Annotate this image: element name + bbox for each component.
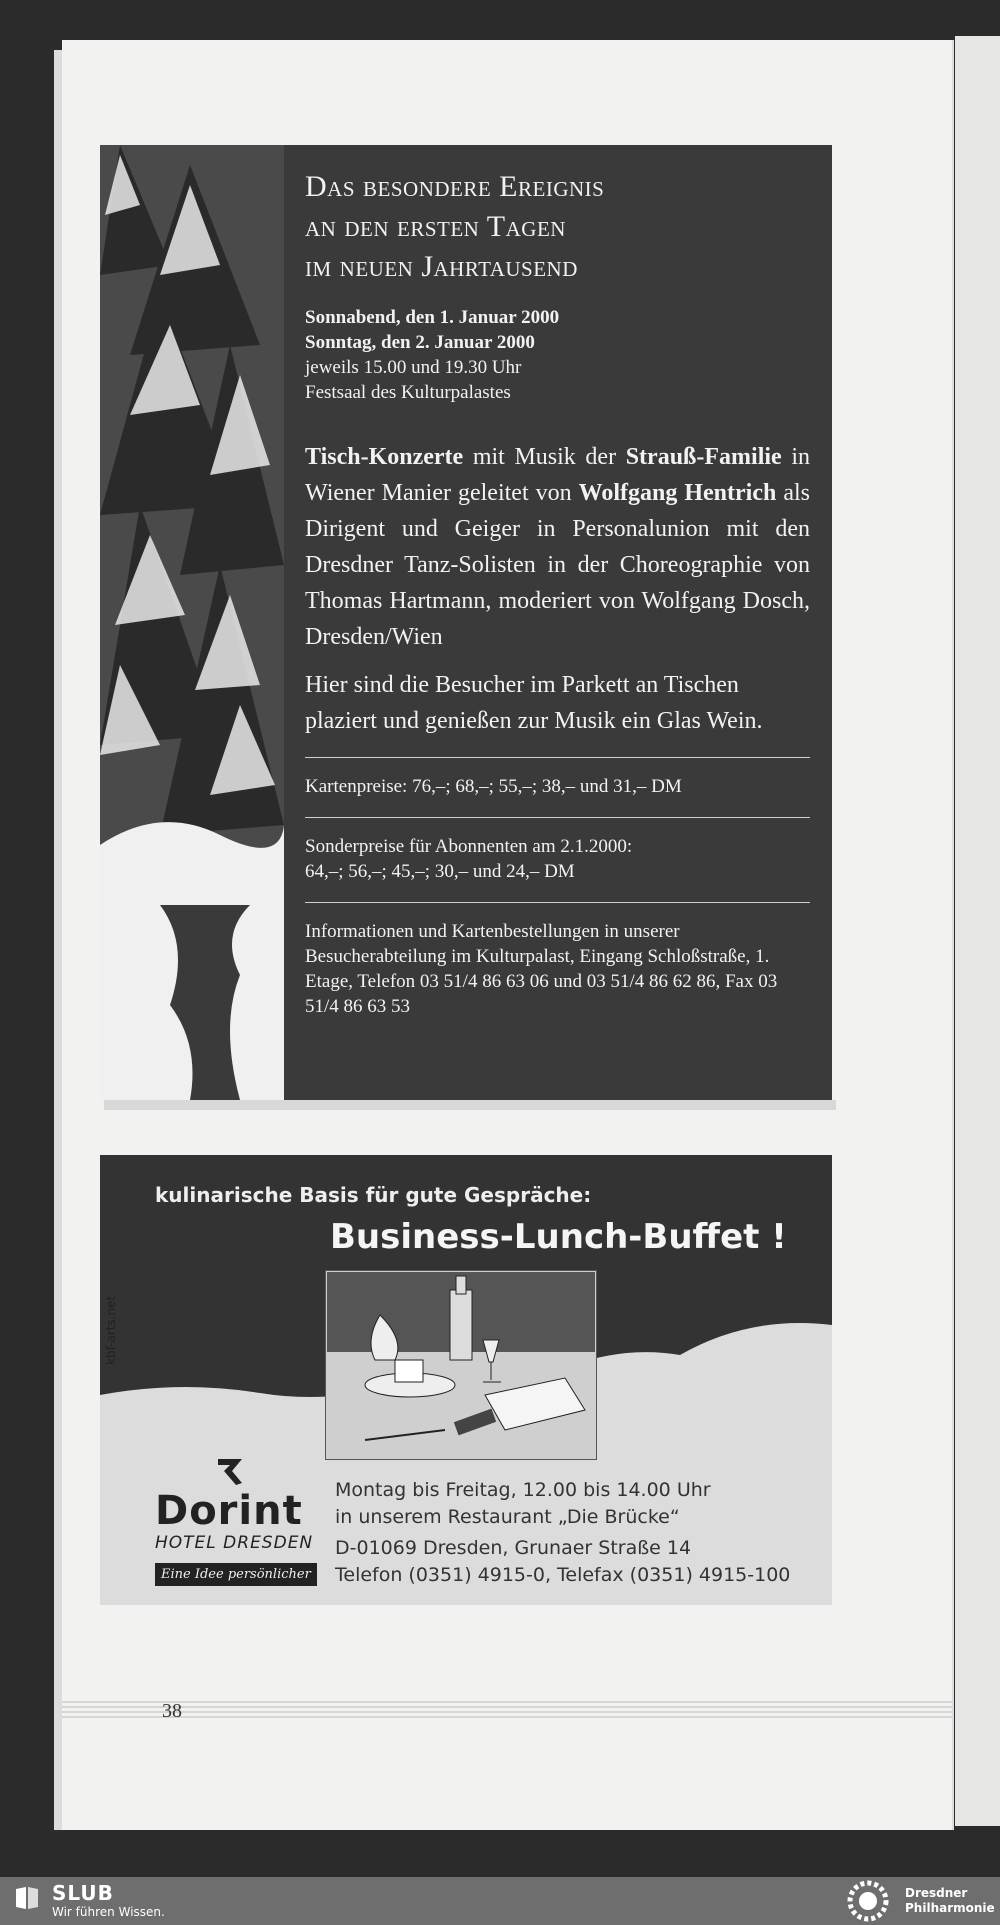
partner-line-2: Philharmonie	[905, 1901, 995, 1915]
ad-tagline: kulinarische Basis für gute Gespräche:	[155, 1183, 592, 1207]
page-rule-lines	[62, 1698, 952, 1722]
contact-line: Telefon (0351) 4915-0, Telefax (0351) 4915-100	[335, 1564, 791, 1586]
logo-slogan: Eine Idee persönlicher	[155, 1563, 317, 1586]
event-ad	[100, 145, 832, 1100]
divider	[305, 817, 810, 818]
ticket-info: Informationen und Kartenbestellungen in unserer Besucherabteilung im Kulturpalast, Eingang Schloßstraße, 1. Etage, Telefon 03 51/4 86 63 06 und 03 51/4 86 62 86, Fax 03 51/4 86 63 53	[305, 921, 778, 1017]
divider	[305, 757, 810, 758]
event-times: jeweils 15.00 und 19.30 Uhr	[305, 357, 522, 378]
desc-bold-1: Tisch-Konzerte	[305, 444, 464, 470]
page-number: 38	[162, 1700, 182, 1722]
special-prices	[305, 834, 810, 884]
table-sketch-illustration	[325, 1270, 597, 1460]
event-dates	[305, 305, 810, 405]
hours-line-2: in unserem Restaurant „Die Brücke“	[335, 1506, 680, 1528]
slub-tagline: Wir führen Wissen.	[52, 1905, 165, 1919]
philharmonie-name[interactable]	[905, 1886, 995, 1916]
event-headline	[305, 167, 810, 287]
desc-bold-2: Strauß-Familie	[625, 444, 782, 470]
address-line: D-01069 Dresden, Grunaer Straße 14	[335, 1537, 692, 1559]
desc-text-3: als Dirigent und Geiger in Personalunion mit den Dresdner Tanz-Solisten in der Choreographie von Thomas Hartmann, moderiert von Wolfgang Dosch, Dresden/Wien	[305, 480, 810, 650]
headline-line-2: an den ersten Tagen	[305, 210, 566, 243]
headline-line-3: im neuen Jahrtausend	[305, 250, 578, 283]
headline-line-1: Das besondere Ereignis	[305, 170, 605, 203]
special-prices-line-2: 64,–; 56,–; 45,–; 30,– und 24,– DM	[305, 861, 575, 882]
date-2: Sonntag, den 2. Januar 2000	[305, 332, 535, 353]
special-prices-line-1: Sonderpreise für Abonnenten am 2.1.2000:	[305, 836, 633, 857]
restaurant-ad	[100, 1155, 832, 1605]
hotel-address	[335, 1535, 790, 1589]
event-description	[305, 439, 810, 655]
opening-hours	[335, 1477, 711, 1531]
desc-text-1: mit Musik der	[463, 444, 626, 470]
ad-credit: kbf-arts.net	[104, 1295, 118, 1365]
slub-brand[interactable]: SLUB	[52, 1881, 114, 1905]
desc-text-2: in Wiener Manier geleitet von	[305, 444, 810, 506]
logo-subtitle: HOTEL DRESDEN	[155, 1533, 314, 1553]
philharmonie-logo-icon	[840, 1877, 896, 1925]
snowy-forest-photo	[100, 145, 284, 1100]
divider	[305, 902, 810, 903]
ticket-prices: Kartenpreise: 76,–; 68,–; 55,–; 38,– und 31,– DM	[305, 776, 682, 797]
partner-line-1: Dresdner	[905, 1886, 968, 1900]
footer-bar	[0, 1877, 1000, 1925]
desc-bold-3: Wolfgang Hentrich	[578, 480, 777, 506]
slub-book-icon	[14, 1885, 40, 1911]
ad-title: Business-Lunch-Buffet !	[330, 1217, 787, 1257]
date-1: Sonnabend, den 1. Januar 2000	[305, 307, 560, 328]
ad-shadow	[104, 1100, 836, 1110]
event-venue: Festsaal des Kulturpalastes	[305, 382, 511, 403]
next-page-edge	[955, 36, 1000, 1826]
hours-line-1: Montag bis Freitag, 12.00 bis 14.00 Uhr	[335, 1479, 711, 1501]
logo-wordmark: Dorint	[155, 1488, 303, 1534]
event-description-2: Hier sind die Besucher im Parkett an Tischen plaziert und genießen zur Musik ein Glas Wein.	[305, 672, 763, 734]
dorint-logo	[155, 1457, 325, 1586]
